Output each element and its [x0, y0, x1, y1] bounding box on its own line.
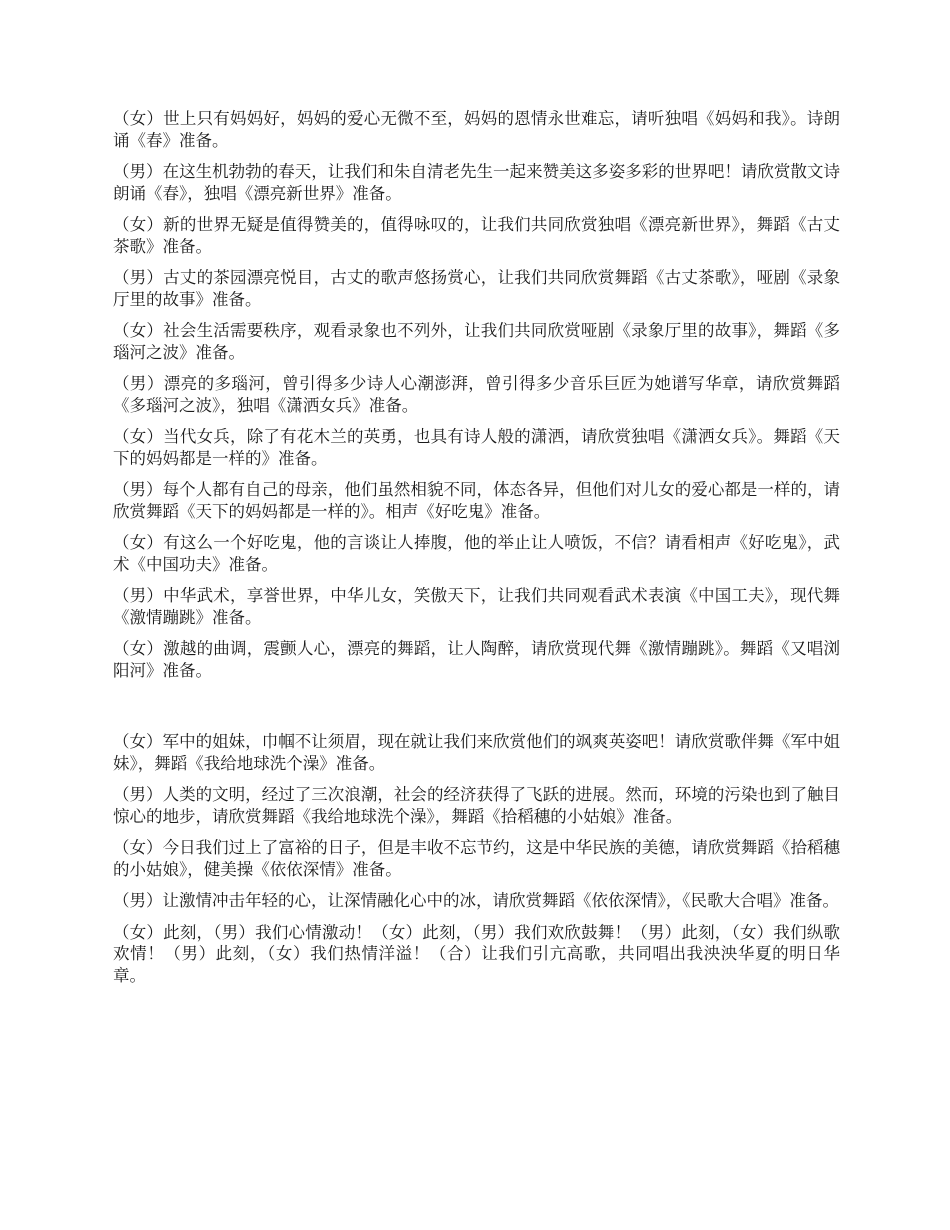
- paragraph: （女）今日我们过上了富裕的日子，但是丰收不忘节约，这是中华民族的美德，请欣赏舞蹈《拾稻穗的小姑娘》，健美操《依依深情》准备。: [113, 838, 840, 879]
- paragraph: （女）此刻，（男）我们心情激动！（女）此刻，（男）我们欢欣鼓舞！（男）此刻，（女）我们纵歌欢情！（男）此刻，（女）我们热情洋溢！（合）让我们引亢高歌，共同唱出我泱泱华夏的明日华章。: [113, 922, 840, 985]
- paragraph: （男）古丈的茶园漂亮悦目，古丈的歌声悠扬赏心，让我们共同欣赏舞蹈《古丈茶歌》，哑剧《录象厅里的故事》准备。: [113, 268, 840, 309]
- paragraph: （男）中华武术，享誉世界，中华儿女，笑傲天下，让我们共同观看武术表演《中国工夫》，现代舞《激情蹦跳》准备。: [113, 586, 840, 627]
- document-body: [113, 108, 840, 996]
- paragraph: （女）社会生活需要秩序，观看录象也不列外，让我们共同欣赏哑剧《录象厅里的故事》，舞蹈《多瑙河之波》准备。: [113, 321, 840, 362]
- paragraph: （男）在这生机勃勃的春天，让我们和朱自清老先生一起来赞美这多姿多彩的世界吧！请欣赏散文诗朗诵《春》，独唱《漂亮新世界》准备。: [113, 162, 840, 203]
- paragraph: （女）新的世界无疑是值得赞美的，值得咏叹的，让我们共同欣赏独唱《漂亮新世界》，舞蹈《古丈茶歌》准备。: [113, 215, 840, 256]
- paragraph: （女）军中的姐妹，巾帼不让须眉，现在就让我们来欣赏他们的飒爽英姿吧！请欣赏歌伴舞《军中姐妹》，舞蹈《我给地球洗个澡》准备。: [113, 732, 840, 773]
- paragraph: （女）世上只有妈妈好，妈妈的爱心无微不至，妈妈的恩情永世难忘，请听独唱《妈妈和我》。诗朗诵《春》准备。: [113, 109, 840, 150]
- paragraph: （女）有这么一个好吃鬼，他的言谈让人捧腹，他的举止让人喷饭，不信？请看相声《好吃鬼》，武术《中国功夫》准备。: [113, 533, 840, 574]
- paragraph: （男）人类的文明，经过了三次浪潮，社会的经济获得了飞跃的进展。然而，环境的污染也到了触目惊心的地步，请欣赏舞蹈《我给地球洗个澡》，舞蹈《拾稻穗的小姑娘》准备。: [113, 785, 840, 826]
- paragraph: （女）激越的曲调，震颤人心，漂亮的舞蹈，让人陶醉，请欣赏现代舞《激情蹦跳》。舞蹈《又唱浏阳河》准备。: [113, 639, 840, 680]
- paragraph: （女）当代女兵，除了有花木兰的英勇，也具有诗人般的潇洒，请欣赏独唱《潇洒女兵》。舞蹈《天下的妈妈都是一样的》准备。: [113, 427, 840, 468]
- section-spacer: [113, 691, 840, 731]
- paragraph: （男）每个人都有自己的母亲，他们虽然相貌不同，体态各异，但他们对儿女的爱心都是一样的，请欣赏舞蹈《天下的妈妈都是一样的》。相声《好吃鬼》准备。: [113, 480, 840, 521]
- paragraph: （男）漂亮的多瑙河，曾引得多少诗人心潮澎湃，曾引得多少音乐巨匠为她谱写华章，请欣赏舞蹈《多瑙河之波》，独唱《潇洒女兵》准备。: [113, 374, 840, 415]
- paragraph: （男）让激情冲击年轻的心，让深情融化心中的冰，请欣赏舞蹈《依依深情》，《民歌大合唱》准备。: [113, 891, 839, 910]
